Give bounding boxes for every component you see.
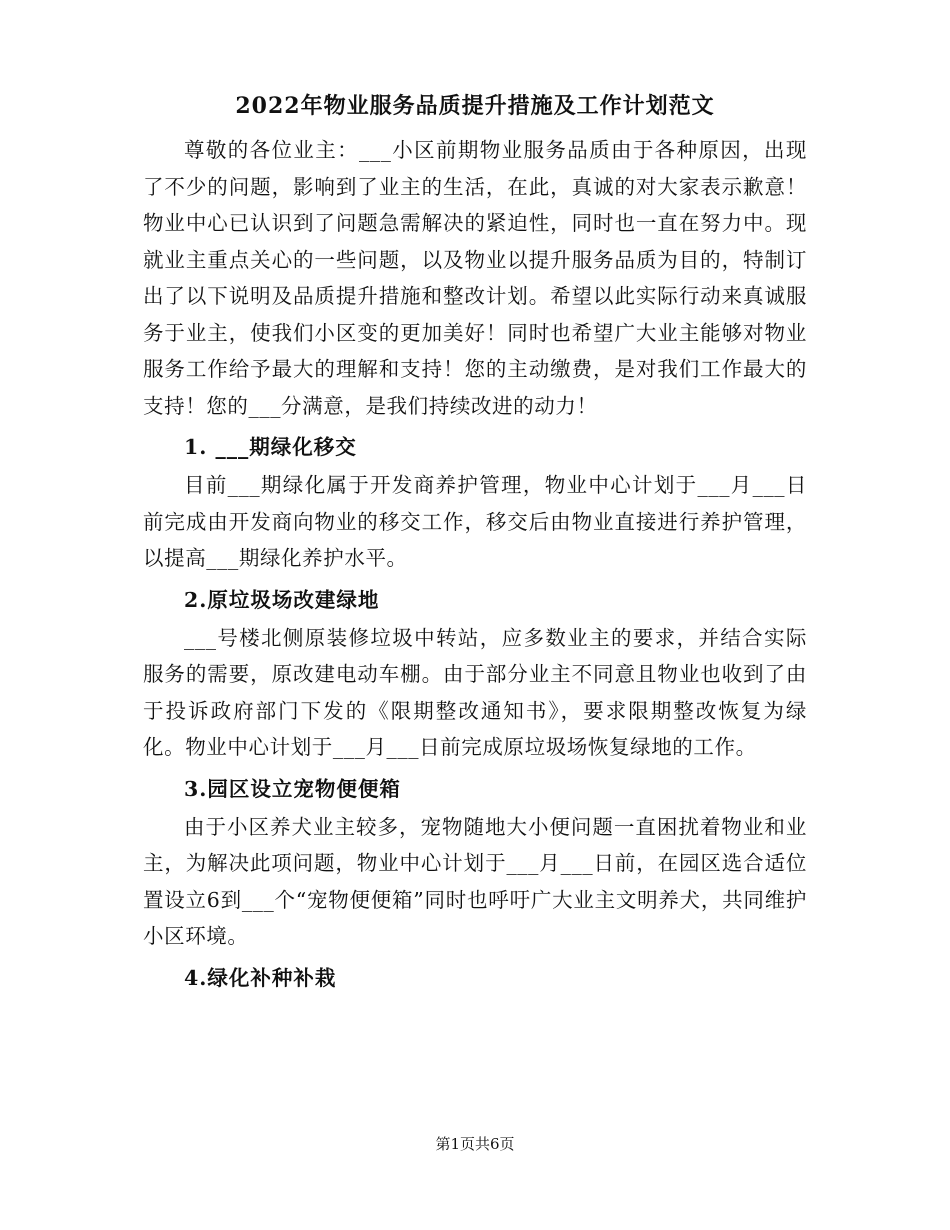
section-1-heading: 1. ___期绿化移交 bbox=[184, 435, 357, 459]
section-1-paragraph: 目前___期绿化属于开发商养护管理，物业中心计划于___月___日前完成由开发商向物业的移交工作，移交后由物业直接进行养护管理，以提高___期绿化养护水平。 bbox=[143, 473, 807, 570]
section-2-heading: 2.原垃圾场改建绿地 bbox=[184, 587, 380, 612]
intro-paragraph: 尊敬的各位业主：___小区前期物业服务品质由于各种原因，出现了不少的问题，影响到了业主的生活，在此，真诚的对大家表示歉意！物业中心已认识到了问题急需解决的紧迫性，同时也一直在努力中。现就业主重点关心的一些问题，以及物业以提升服务品质为目的，特制订出了以下说明及品质提升措施和整改计划。希望以此实际行动来真诚服务于业主，使我们小区变的更加美好！同时也希望广大业主能够对物业服务工作给予最大的理解和支持！您的主动缴费，是对我们工作最大的支持！您的___分满意，是我们持续改进的动力！ bbox=[143, 138, 807, 418]
document-body bbox=[143, 132, 807, 998]
section-3-heading: 3.园区设立宠物便便箱 bbox=[184, 776, 401, 801]
section-2-paragraph: ___号楼北侧原装修垃圾中转站，应多数业主的要求，并结合实际服务的需要，原改建电动车棚。由于部分业主不同意且物业也收到了由于投诉政府部门下发的《限期整改通知书》，要求限期整改恢复为绿化。物业中心计划于___月___日前完成原垃圾场恢复绿地的工作。 bbox=[143, 625, 807, 759]
document-title: 2022年物业服务品质提升措施及工作计划范文 bbox=[235, 93, 715, 119]
section-3-paragraph: 由于小区养犬业主较多，宠物随地大小便问题一直困扰着物业和业主，为解决此项问题，物业中心计划于___月___日前，在园区选合适位置设立6到___个“宠物便便箱”同时也呼吁广大业主文明养犬，共同维护小区环境。 bbox=[143, 814, 807, 948]
section-4-heading: 4.绿化补种补栽 bbox=[184, 965, 337, 990]
page-footer: 第1页共6页 bbox=[435, 1135, 515, 1153]
